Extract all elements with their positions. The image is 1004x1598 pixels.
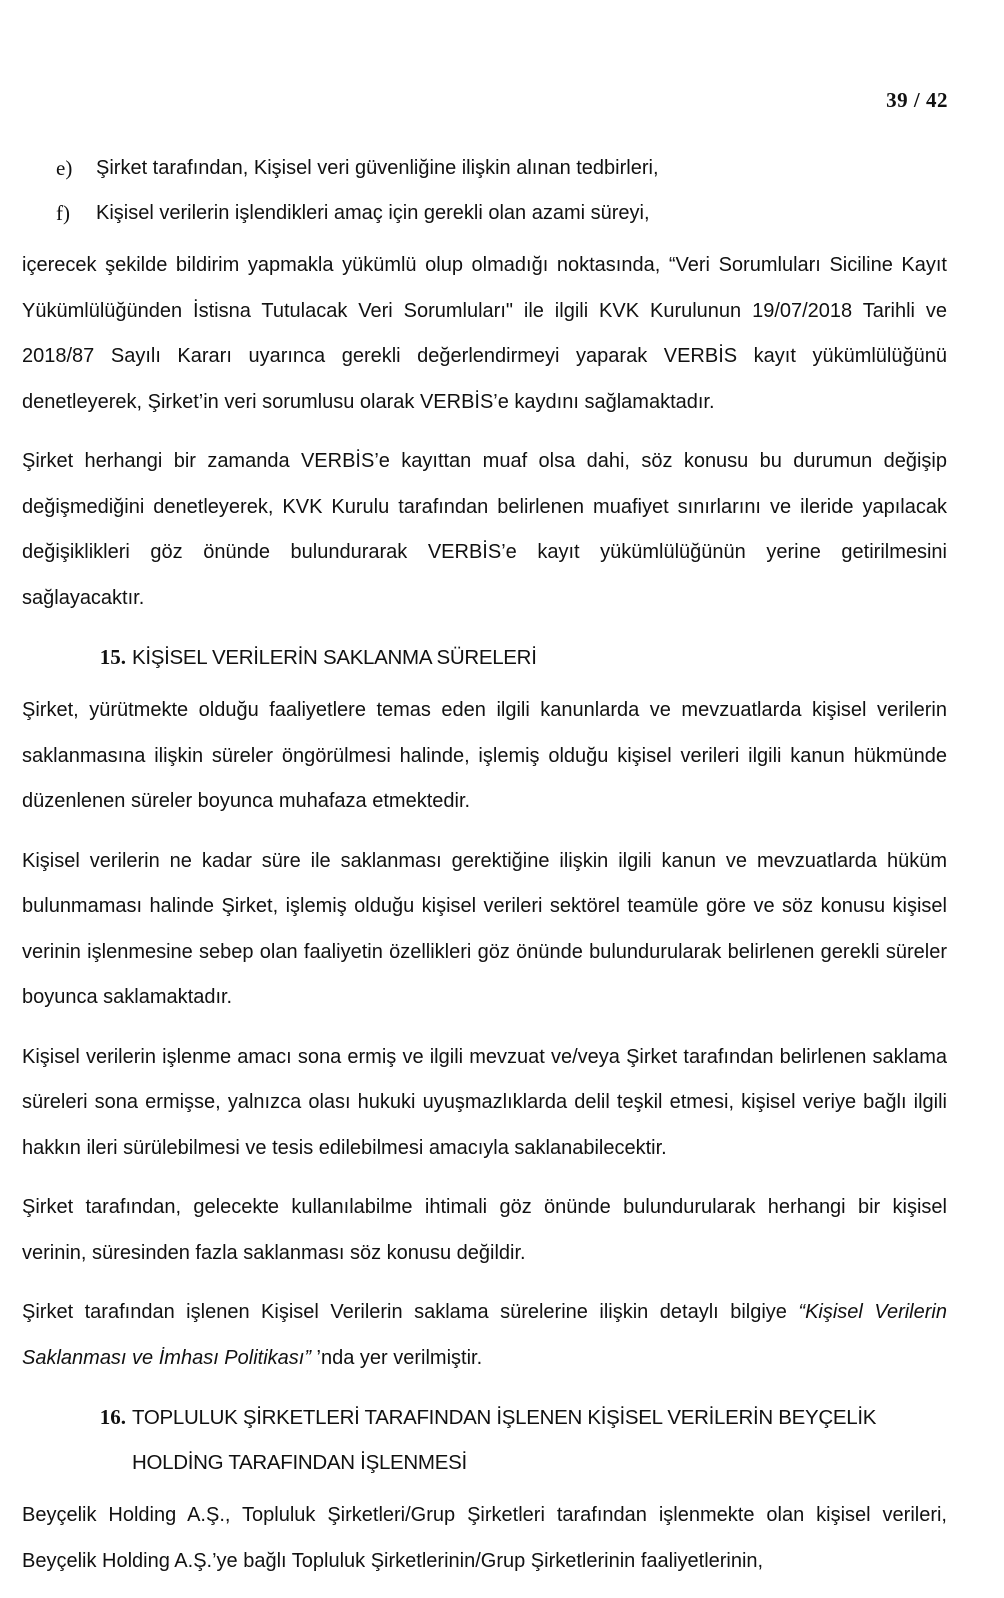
section-title: TOPLULUK ŞİRKETLERİ TARAFINDAN İŞLENEN KİŞİSEL VERİLERİN BEYÇELİK HOLDİNG TARAFINDAN İŞLENMESİ (132, 1406, 877, 1474)
policy-reference-text: Şirket tarafından işlenen Kişisel Verilerin saklama sürelerine ilişkin detaylı bilgiye (22, 1301, 799, 1323)
paragraph-verbis-registration: içerecek şekilde bildirim yapmakla yükümlü olup olmadığı noktasında, “Veri Sorumluları Siciline Kayıt Yükümlülüğünden İstisna Tutulacak Veri Sorumluları" ile ilgili KVK Kurulunun 19/07/2018 Tarihli ve 2018/87 Sayılı Kararı uyarınca gerekli değerlendirmeyi yaparak VERBİS kayıt yükümlülüğünü denetleyerek, Şirket’in veri sorumlusu olarak VERBİS’e kaydını sağlamaktadır. (22, 254, 947, 413)
policy-reference-suffix: ’nda yer verilmiştir. (311, 1346, 483, 1369)
paragraph-policy-reference (22, 1290, 947, 1381)
page-number: 39 / 42 (886, 88, 948, 112)
section-heading-16 (22, 1395, 947, 1485)
list-item (56, 146, 946, 191)
policy-title-link: “Kişisel Verilerin Saklanması ve İmhası Politikası” (22, 1301, 947, 1369)
paragraph-retention-disputes: Kişisel verilerin işlenme amacı sona ermiş ve ilgili mevzuat ve/veya Şirket tarafından belirlenen saklama süreleri sona ermişse, yalnızca olası hukuki uyuşmazlıklarda delil teşkil etmesi, kişisel veriye bağlı ilgili hakkın ileri sürülebilmesi ve tesis edilebilmesi amacıyla saklanabilecektir. (22, 1045, 947, 1159)
document-body (22, 243, 947, 1598)
list-marker: e) (56, 156, 73, 180)
section-number: 15. (99, 645, 126, 669)
paragraph-verbis-exemption: Şirket herhangi bir zamanda VERBİS’e kayıttan muaf olsa dahi, söz konusu bu durumun değişip değişmediğini denetleyerek, KVK Kurulu tarafından belirlenen muafiyet sınırlarını ve ileride yapılacak değişiklikleri göz önünde bulundurarak VERBİS’e kayıt yükümlülüğünün yerine getirilmesini sağlayacaktır. (22, 450, 947, 609)
criteria-list (56, 146, 946, 236)
list-item (56, 191, 946, 236)
paragraph-no-excess-retention: Şirket tarafından, gelecekte kullanılabilme ihtimali göz önünde bulundurularak herhangi bir kişisel verinin, süresinden fazla saklanması söz konusu değildir. (22, 1196, 947, 1264)
section-number: 16. (99, 1405, 126, 1429)
paragraph-group-processing: Beyçelik Holding A.Ş., Topluluk Şirketleri/Grup Şirketleri tarafından işlenmekte olan kişisel verileri, Beyçelik Holding A.Ş.’ye bağlı Topluluk Şirketlerinin/Grup Şirketlerinin faaliyetlerinin, (22, 1504, 947, 1572)
list-item-text: Kişisel verilerin işlendikleri amaç için gerekli olan azami süreyi, (96, 202, 650, 224)
list-item-text: Şirket tarafından, Kişisel veri güvenliğine ilişkin alınan tedbirleri, (96, 157, 659, 179)
section-heading-15 (22, 635, 947, 680)
list-marker: f) (56, 201, 70, 225)
paragraph-retention-law: Şirket, yürütmekte olduğu faaliyetlere temas eden ilgili kanunlarda ve mevzuatlarda kişisel verilerin saklanmasına ilişkin süreler öngörülmesi halinde, işlemiş olduğu kişisel verileri ilgili kanun hükmünde düzenlenen süreler boyunca muhafaza etmektedir. (22, 699, 947, 812)
paragraph-retention-practice: Kişisel verilerin ne kadar süre ile saklanması gerektiğine ilişkin ilgili kanun ve mevzuatlarda hüküm bulunmaması halinde Şirket, işlemiş olduğu kişisel verileri sektörel teamüle göre ve söz konusu kişisel verinin işlenmesine sebep olan faaliyetin özellikleri göz önünde bulundurularak belirlenen gerekli süreler boyunca saklamaktadır. (22, 849, 947, 1008)
section-title: KİŞİSEL VERİLERİN SAKLANMA SÜRELERİ (132, 646, 537, 669)
